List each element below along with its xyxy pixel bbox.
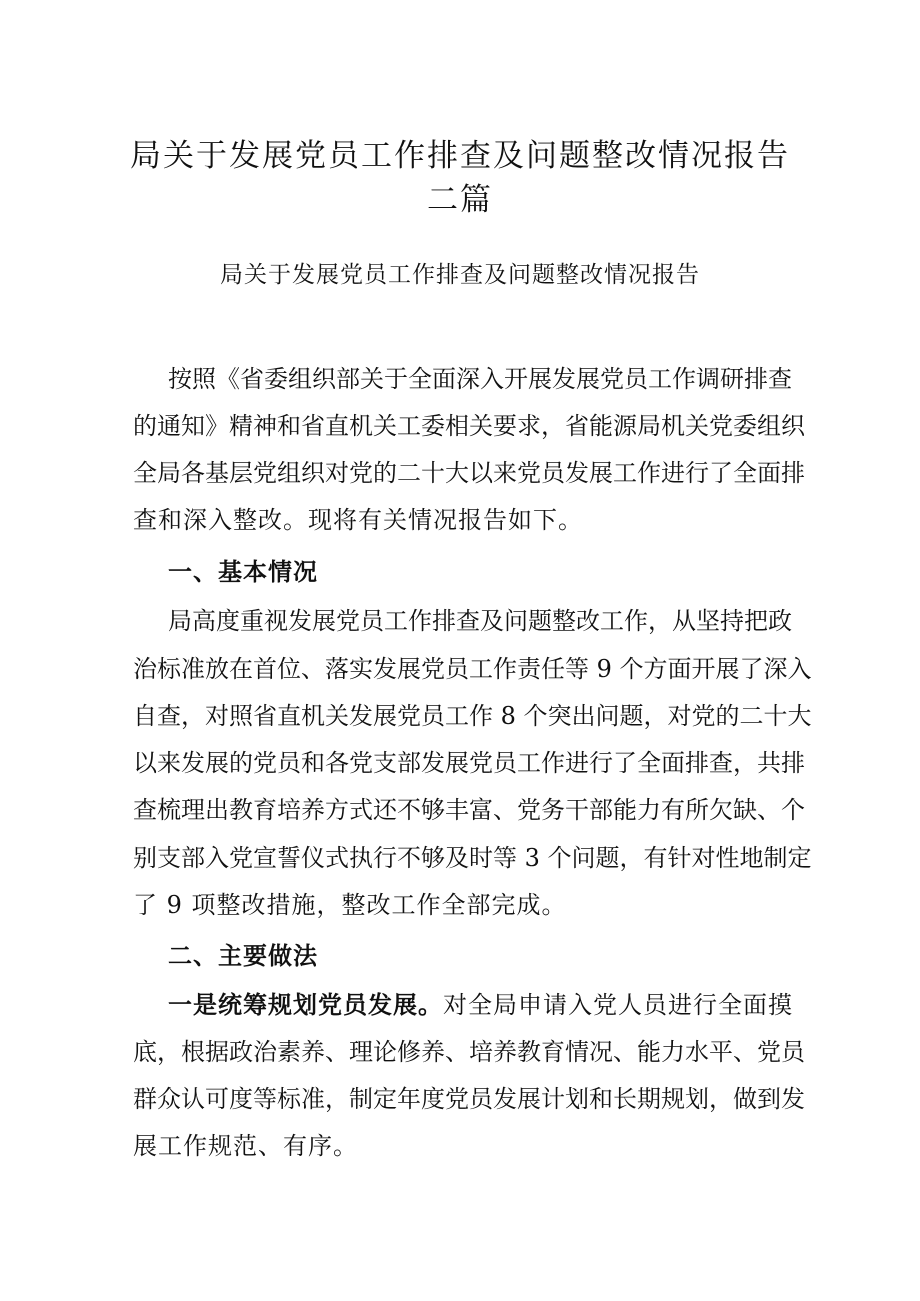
section2-line-3: 群众认可度等标准，制定年度党员发展计划和长期规划，做到发 [133, 1085, 805, 1113]
intro-line-4: 查和深入整改。现将有关情况报告如下。 [133, 506, 583, 534]
section2-line-2: 底，根据政治素养、理论修养、培养教育情况、能力水平、党员 [133, 1038, 805, 1066]
section1-line-5: 查梳理出教育培养方式还不够丰富、党务干部能力有所欠缺、个 [133, 796, 805, 824]
document-title-line2: 二篇 [427, 182, 493, 218]
document-title-line1: 局关于发展党员工作排查及问题整改情况报告 [130, 138, 790, 174]
intro-line-1: 按照《省委组织部关于全面深入开展发展党员工作调研排查 [168, 365, 792, 393]
section2-heading: 二、主要做法 [168, 941, 318, 970]
section1-line-7: 了 9 项整改措施，整改工作全部完成。 [133, 891, 567, 919]
section1-line-6: 别支部入党宣誓仪式执行不够及时等 3 个问题，有针对性地制定 [133, 844, 812, 872]
section1-heading: 一、基本情况 [168, 557, 318, 586]
section2-line-4: 展工作规范、有序。 [133, 1132, 358, 1160]
section2-line-1-text: 对全局申请入党人员进行全面摸 [443, 991, 793, 1019]
section2-line-1 [168, 990, 793, 1020]
section1-line-1: 局高度重视发展党员工作排查及问题整改工作，从坚持把政 [168, 607, 792, 635]
document-subtitle: 局关于发展党员工作排查及问题整改情况报告 [220, 262, 700, 288]
intro-line-3: 全局各基层党组织对党的二十大以来党员发展工作进行了全面排 [133, 459, 805, 487]
section1-line-2: 治标准放在首位、落实发展党员工作责任等 9 个方面开展了深入 [133, 655, 812, 683]
section1-line-3: 自查，对照省直机关发展党员工作 8 个突出问题，对党的二十大 [133, 702, 812, 730]
intro-line-2: 的通知》精神和省直机关工委相关要求，省能源局机关党委组织 [133, 412, 805, 440]
section2-lead-text: 一是统筹规划党员发展。 [168, 990, 443, 1019]
section1-line-4: 以来发展的党员和各党支部发展党员工作进行了全面排查，共排 [133, 749, 805, 777]
